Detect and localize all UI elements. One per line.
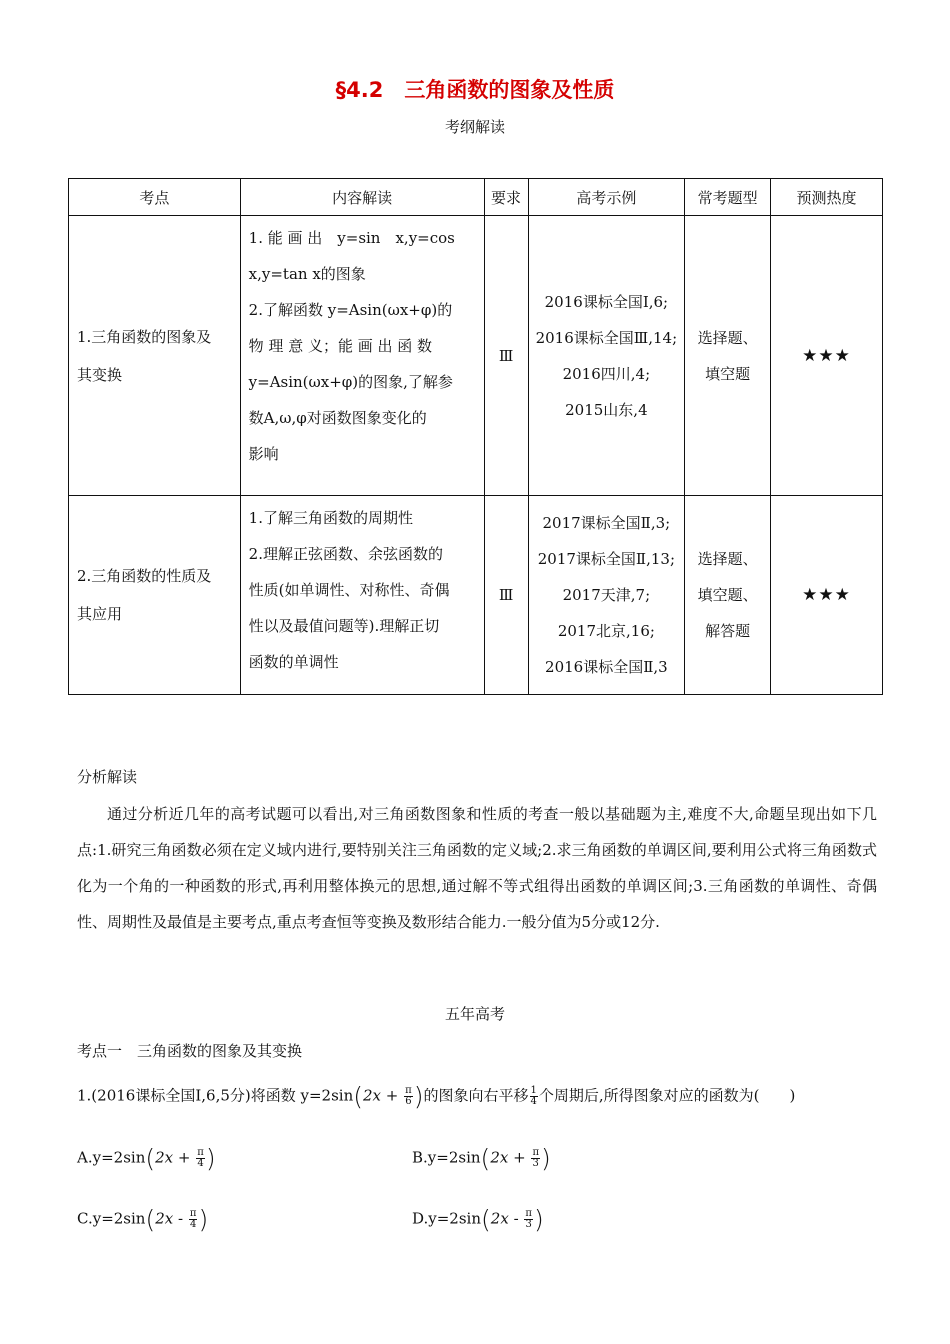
frac-num: π bbox=[197, 1147, 204, 1158]
examples-cell bbox=[528, 496, 685, 695]
cell-line: 2017课标全国Ⅱ,13; bbox=[537, 550, 676, 568]
cell-line: 2016四川,4; bbox=[562, 364, 651, 383]
cell-line: 2.三角函数的性质及 bbox=[77, 567, 212, 585]
fraction bbox=[196, 1148, 205, 1169]
cell-line: 2017北京,16; bbox=[557, 622, 655, 640]
math-op: + bbox=[173, 1148, 196, 1167]
left-paren: ( bbox=[353, 1082, 364, 1111]
header-cell: 内容解读 bbox=[240, 179, 484, 216]
point-cell bbox=[69, 216, 241, 496]
point-cell bbox=[69, 496, 241, 695]
cell-line: 2.了解函数 y=Asin(ωx+φ)的 bbox=[248, 301, 453, 319]
cell-line: 2015山东,4 bbox=[565, 400, 648, 419]
math-op: - bbox=[173, 1209, 188, 1228]
question-suffix: 个周期后,所得图象对应的函数为( ) bbox=[538, 1086, 796, 1105]
requirement-cell: Ⅲ bbox=[484, 216, 528, 496]
math-var: 2x bbox=[155, 1148, 174, 1167]
cell-line: 数A,ω,φ对函数图象变化的 bbox=[248, 409, 427, 427]
fraction bbox=[524, 1209, 533, 1230]
frac-num: π bbox=[405, 1085, 412, 1096]
math-var: 2x bbox=[155, 1209, 174, 1228]
question-1 bbox=[77, 1082, 795, 1111]
option-func: y=2sin bbox=[92, 1209, 146, 1228]
table-row bbox=[69, 496, 883, 695]
cell-line: 1. 能 画 出 y=sin x,y=cos bbox=[248, 229, 455, 247]
left-paren: ( bbox=[145, 1144, 156, 1173]
header-cell: 要求 bbox=[484, 179, 528, 216]
five-years-heading: 五年高考 bbox=[444, 1005, 505, 1023]
analysis-heading: 分析解读 bbox=[77, 768, 138, 786]
option-func: y=2sin bbox=[428, 1209, 482, 1228]
cell-line: x,y=tan x的图象 bbox=[248, 265, 366, 283]
cell-line: 选择题、 bbox=[697, 328, 758, 347]
math-var: 2x bbox=[363, 1086, 382, 1105]
cell-line: 填空题 bbox=[705, 364, 751, 383]
cell-line: 性质(如单调性、对称性、奇偶 bbox=[248, 581, 450, 599]
frac-num: 1 bbox=[530, 1085, 537, 1096]
fraction bbox=[404, 1086, 413, 1107]
frac-den: 3 bbox=[525, 1219, 532, 1230]
section-subtitle: 考纲解读 bbox=[444, 118, 505, 136]
option-label: C. bbox=[77, 1209, 93, 1228]
left-paren: ( bbox=[145, 1205, 156, 1234]
frac-num: π bbox=[532, 1147, 540, 1158]
right-paren: ) bbox=[541, 1144, 551, 1173]
content-cell bbox=[240, 496, 484, 695]
frac-den: 3 bbox=[532, 1158, 539, 1169]
right-paren: ) bbox=[533, 1205, 544, 1234]
examples-cell bbox=[528, 216, 685, 496]
frac-num: π bbox=[189, 1208, 197, 1219]
math-op: - bbox=[508, 1209, 524, 1228]
fraction bbox=[189, 1209, 198, 1230]
cell-line: 1.三角函数的图象及 bbox=[77, 327, 212, 346]
math-op: + bbox=[508, 1148, 531, 1167]
cell-line: 解答题 bbox=[705, 622, 751, 640]
cell-line: 2016课标全国Ⅲ,14; bbox=[535, 328, 678, 347]
math-var: 2x bbox=[490, 1148, 509, 1167]
left-paren: ( bbox=[480, 1144, 491, 1173]
cell-line: 2017天津,7; bbox=[562, 586, 651, 604]
content-cell bbox=[240, 216, 484, 496]
right-paren: ) bbox=[205, 1144, 216, 1173]
cell-line: 1.了解三角函数的周期性 bbox=[248, 509, 413, 527]
option-label: D. bbox=[412, 1209, 429, 1228]
fraction bbox=[531, 1148, 540, 1169]
option-b[interactable] bbox=[412, 1144, 551, 1173]
frac-num: π bbox=[525, 1208, 532, 1219]
cell-line: 物 理 意 义；能 画 出 函 数 bbox=[248, 337, 433, 355]
heat-rating: ★★★ bbox=[771, 216, 883, 496]
cell-line: y=Asin(ωx+φ)的图象,了解参 bbox=[248, 373, 453, 391]
types-cell bbox=[685, 216, 771, 496]
right-paren: ) bbox=[198, 1205, 209, 1234]
left-paren: ( bbox=[481, 1205, 491, 1234]
frac-den: 4 bbox=[189, 1219, 197, 1230]
heat-rating: ★★★ bbox=[771, 496, 883, 695]
cell-line: 2.理解正弦函数、余弦函数的 bbox=[248, 545, 443, 563]
header-cell: 常考题型 bbox=[685, 179, 771, 216]
frac-den: 4 bbox=[530, 1096, 537, 1107]
option-a[interactable] bbox=[77, 1144, 216, 1173]
cell-line: 填空题、 bbox=[697, 586, 758, 604]
header-cell: 考点 bbox=[69, 179, 241, 216]
option-func: y=2sin bbox=[427, 1148, 481, 1167]
cell-line: 2016课标全国Ⅱ,3 bbox=[545, 658, 668, 676]
syllabus-table bbox=[68, 178, 883, 695]
option-c[interactable] bbox=[77, 1205, 208, 1234]
topic-heading: 考点一 三角函数的图象及其变换 bbox=[77, 1042, 303, 1060]
math-var: 2x bbox=[490, 1209, 509, 1228]
right-paren: ) bbox=[413, 1082, 424, 1111]
requirement-cell: Ⅲ bbox=[484, 496, 528, 695]
option-label: B. bbox=[412, 1148, 428, 1167]
fraction bbox=[530, 1086, 538, 1107]
cell-line: 其变换 bbox=[77, 365, 123, 384]
cell-line: 选择题、 bbox=[697, 550, 758, 568]
option-label: A. bbox=[77, 1148, 93, 1167]
table-header-row bbox=[69, 179, 883, 216]
page-title: §4.2 三角函数的图象及性质 bbox=[335, 78, 615, 102]
cell-line: 2017课标全国Ⅱ,3; bbox=[542, 514, 671, 532]
header-cell: 预测热度 bbox=[771, 179, 883, 216]
question-prefix: 1.(2016课标全国Ⅰ,6,5分)将函数 y=2sin bbox=[77, 1086, 354, 1105]
cell-line: 2016课标全国Ⅰ,6; bbox=[544, 292, 669, 311]
frac-den: 6 bbox=[405, 1096, 412, 1107]
frac-den: 4 bbox=[197, 1158, 204, 1169]
header-cell: 高考示例 bbox=[528, 179, 685, 216]
question-middle: 的图象向右平移 bbox=[423, 1086, 529, 1105]
cell-line: 函数的单调性 bbox=[248, 653, 339, 671]
option-d[interactable] bbox=[412, 1205, 544, 1234]
cell-line: 其应用 bbox=[77, 605, 123, 623]
cell-line: 影响 bbox=[248, 445, 279, 463]
analysis-paragraph: 通过分析近几年的高考试题可以看出,对三角函数图象和性质的考查一般以基础题为主,难度不大,命题呈现出如下几点:1.研究三角函数必须在定义域内进行,要特别关注三角函数的定义域;2.求三角函数的单调区间,要利用公式将三角函数式化为一个角的一种函数的形式,再利用整体换元的思想,通过解不等式组得出函数的单调区间;3.三角函数的单调性、奇偶性、周期性及最值是主要考点,重点考查恒等变换及数形结合能力.一般分值为5分或12分. bbox=[77, 805, 877, 931]
option-func: y=2sin bbox=[92, 1148, 146, 1167]
types-cell bbox=[685, 496, 771, 695]
table-row bbox=[69, 216, 883, 496]
cell-line: 性以及最值问题等).理解正切 bbox=[248, 617, 440, 635]
math-op: + bbox=[381, 1086, 404, 1105]
